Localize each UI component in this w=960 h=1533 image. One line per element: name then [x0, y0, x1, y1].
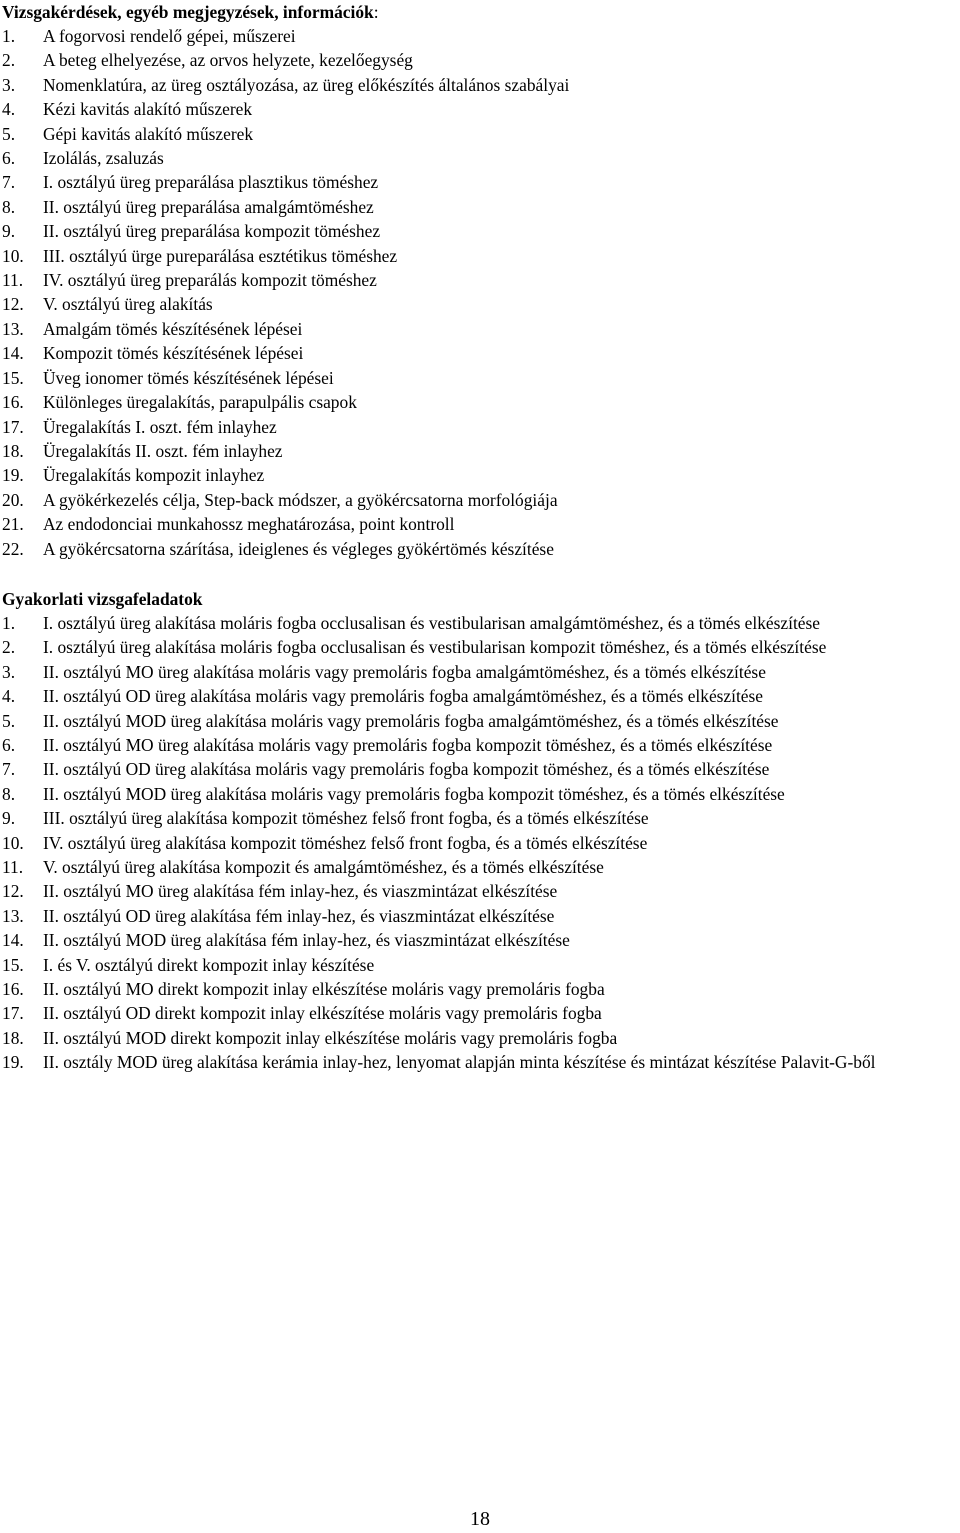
- practical-task-item-text: II. osztály MOD üreg alakítása kerámia inlay-hez, lenyomat alapján minta készítése és mintázat készítése Palavit-G-ből: [43, 1052, 876, 1073]
- theory-question-item: [2, 195, 958, 219]
- practical-task-item-number: 10.: [2, 832, 24, 853]
- theory-question-item: [2, 415, 958, 439]
- practical-task-item-text: II. osztályú OD üreg alakítása fém inlay-hez, és viaszmintázat elkészítése: [43, 905, 555, 926]
- theory-question-item-text: A fogorvosi rendelő gépei, műszerei: [43, 26, 296, 46]
- practical-task-item-number: 5.: [2, 710, 16, 731]
- theory-question-item: [2, 366, 958, 390]
- practical-task-item: [2, 660, 958, 684]
- practical-task-item: [2, 831, 958, 855]
- theory-question-item-number: 20.: [2, 489, 24, 510]
- theory-question-item-text: V. osztályú üreg alakítás: [43, 294, 213, 315]
- theory-question-item-number: 1.: [2, 26, 16, 46]
- theory-question-item-number: 19.: [2, 465, 24, 486]
- practical-task-item-text: II. osztályú MOD direkt kompozit inlay elkészítése moláris vagy premoláris fogba: [43, 1027, 618, 1048]
- theory-question-item-number: 8.: [2, 196, 16, 217]
- section-spacer: [2, 561, 958, 587]
- practical-task-item-number: 19.: [2, 1052, 24, 1073]
- practical-task-item-text: II. osztályú MOD üreg alakítása fém inlay-hez, és viaszmintázat elkészítése: [43, 930, 570, 951]
- theory-question-item-number: 12.: [2, 294, 24, 315]
- theory-question-item-text: I. osztályú üreg preparálása plasztikus töméshez: [43, 172, 379, 193]
- theory-question-item-number: 13.: [2, 318, 24, 339]
- theory-question-item-number: 5.: [2, 123, 16, 144]
- practical-task-item: [2, 904, 958, 928]
- theory-question-item-text: II. osztályú üreg preparálása kompozit töméshez: [43, 221, 381, 242]
- theory-question-item: [2, 146, 958, 170]
- theory-question-item-number: 11.: [2, 270, 24, 291]
- theory-question-item: [2, 512, 958, 536]
- theory-question-list: [2, 24, 958, 561]
- theory-question-item-text: Üregalakítás I. oszt. fém inlayhez: [43, 416, 277, 437]
- theory-question-item-number: 2.: [2, 50, 16, 71]
- practical-task-item: [2, 928, 958, 952]
- theory-question-item-text: Különleges üregalakítás, parapulpális csapok: [43, 392, 357, 413]
- practical-task-item: [2, 879, 958, 903]
- practical-task-item-number: 2.: [2, 637, 16, 658]
- theory-question-item-text: A beteg elhelyezése, az orvos helyzete, kezelőegység: [43, 50, 413, 71]
- theory-question-item-text: Üregalakítás kompozit inlayhez: [43, 465, 265, 486]
- theory-question-item: [2, 439, 958, 463]
- theory-question-item-text: III. osztályú ürge pureparálása esztétikus töméshez: [43, 245, 398, 266]
- theory-question-item-text: Üveg ionomer tömés készítésének lépései: [43, 367, 334, 388]
- practical-task-item-number: 17.: [2, 1003, 24, 1024]
- theory-question-item: [2, 292, 958, 316]
- theory-heading-text: Vizsgakérdések, egyéb megjegyzések, információk: [2, 2, 374, 22]
- practical-task-item-text: II. osztályú MO üreg alakítása moláris vagy premoláris fogba kompozit töméshez, és a tömés elkészítése: [43, 734, 773, 755]
- practical-task-item-number: 1.: [2, 612, 16, 633]
- theory-question-item-text: II. osztályú üreg preparálása amalgámtöméshez: [43, 196, 374, 217]
- theory-question-item: [2, 390, 958, 414]
- practical-task-list: [2, 611, 958, 1075]
- practical-task-item-text: III. osztályú üreg alakítása kompozit töméshez felső front fogba, és a tömés elkészítése: [43, 808, 649, 829]
- practical-task-item: [2, 757, 958, 781]
- practical-task-item: [2, 611, 958, 635]
- practical-task-item: [2, 1050, 958, 1074]
- practical-task-item-text: II. osztályú OD üreg alakítása moláris vagy premoláris fogba amalgámtöméshez, és a tömés elkészítése: [43, 686, 764, 707]
- practical-task-item-number: 15.: [2, 954, 24, 975]
- practical-task-item-text: II. osztályú MO üreg alakítása moláris vagy premoláris fogba amalgámtöméshez, és a tömés elkészítése: [43, 661, 766, 682]
- theory-question-item-text: Kompozit tömés készítésének lépései: [43, 343, 304, 364]
- theory-question-item-text: Az endodonciai munkahossz meghatározása, point kontroll: [43, 514, 455, 535]
- practical-task-item-number: 16.: [2, 979, 24, 1000]
- theory-question-item-number: 17.: [2, 416, 24, 437]
- practical-task-item-text: II. osztályú MOD üreg alakítása moláris vagy premoláris fogba amalgámtöméshez, és a tömés elkészítése: [43, 710, 779, 731]
- theory-question-item-text: Izolálás, zsaluzás: [43, 148, 164, 169]
- practical-task-item: [2, 635, 958, 659]
- practical-task-item-number: 13.: [2, 905, 24, 926]
- theory-question-item-text: A gyökérkezelés célja, Step-back módszer, a gyökércsatorna morfológiája: [43, 489, 558, 510]
- practical-heading: Gyakorlati vizsgafeladatok: [2, 588, 203, 609]
- practical-task-item: [2, 709, 958, 733]
- theory-question-item: [2, 122, 958, 146]
- theory-question-item: [2, 268, 958, 292]
- theory-question-item-number: 16.: [2, 392, 24, 413]
- theory-question-item-text: Üregalakítás II. oszt. fém inlayhez: [43, 440, 283, 461]
- theory-question-item-number: 15.: [2, 367, 24, 388]
- practical-task-item-text: II. osztályú OD direkt kompozit inlay elkészítése moláris vagy premoláris fogba: [43, 1003, 602, 1024]
- practical-task-item: [2, 953, 958, 977]
- practical-task-item-number: 3.: [2, 661, 16, 682]
- practical-task-item-number: 4.: [2, 686, 16, 707]
- theory-question-item-text: Nomenklatúra, az üreg osztályozása, az üreg előkészítés általános szabályai: [43, 74, 570, 95]
- theory-question-item: [2, 341, 958, 365]
- theory-question-item-number: 14.: [2, 343, 24, 364]
- practical-task-item-number: 6.: [2, 734, 16, 755]
- practical-task-item-text: I. osztályú üreg alakítása moláris fogba occlusalisan és vestibularisan amalgámtöméshez, és a tömés elkészítése: [43, 612, 820, 633]
- practical-task-item: [2, 1001, 958, 1025]
- theory-question-item-number: 22.: [2, 538, 24, 559]
- theory-question-item: [2, 244, 958, 268]
- theory-question-item-text: Amalgám tömés készítésének lépései: [43, 318, 303, 339]
- practical-task-item-number: 14.: [2, 930, 24, 951]
- theory-question-item-text: Kézi kavitás alakító műszerek: [43, 99, 253, 120]
- practical-task-item-number: 7.: [2, 759, 16, 780]
- theory-question-item-number: 9.: [2, 221, 16, 242]
- practical-task-item: [2, 782, 958, 806]
- theory-question-item-text: Gépi kavitás alakító műszerek: [43, 123, 254, 144]
- document-page: [2, 0, 958, 1075]
- practical-task-item-text: IV. osztályú üreg alakítása kompozit töméshez felső front fogba, és a tömés elkészítése: [43, 832, 648, 853]
- theory-question-item: [2, 317, 958, 341]
- practical-task-item: [2, 1026, 958, 1050]
- theory-question-item-number: 10.: [2, 245, 24, 266]
- theory-question-item: [2, 73, 958, 97]
- theory-question-item-number: 6.: [2, 148, 16, 169]
- practical-task-item-text: II. osztályú MO direkt kompozit inlay elkészítése moláris vagy premoláris fogba: [43, 979, 605, 1000]
- theory-question-item: [2, 48, 958, 72]
- theory-question-item-text: A gyökércsatorna szárítása, ideiglenes és végleges gyökértömés készítése: [43, 538, 554, 559]
- theory-heading-colon: :: [373, 2, 379, 22]
- theory-question-item: [2, 463, 958, 487]
- theory-question-item-number: 18.: [2, 440, 24, 461]
- practical-task-item-text: I. és V. osztályú direkt kompozit inlay készítése: [43, 954, 375, 975]
- practical-task-item-number: 9.: [2, 808, 16, 829]
- practical-task-item-text: II. osztályú MOD üreg alakítása moláris vagy premoláris fogba kompozit töméshez, és a tömés elkészítése: [43, 783, 785, 804]
- practical-task-item: [2, 855, 958, 879]
- theory-question-item-number: 3.: [2, 74, 16, 95]
- practical-task-item-text: II. osztályú MO üreg alakítása fém inlay-hez, és viaszmintázat elkészítése: [43, 881, 558, 902]
- theory-question-item-number: 21.: [2, 514, 24, 535]
- practical-task-item-number: 8.: [2, 783, 16, 804]
- theory-question-item-number: 7.: [2, 172, 16, 193]
- practical-task-item: [2, 684, 958, 708]
- theory-question-item: [2, 24, 958, 48]
- practical-task-item: [2, 977, 958, 1001]
- practical-task-item-text: II. osztályú OD üreg alakítása moláris vagy premoláris fogba kompozit töméshez, és a tömés elkészítése: [43, 759, 770, 780]
- theory-question-item: [2, 537, 958, 561]
- practical-task-item-text: I. osztályú üreg alakítása moláris fogba occlusalisan és vestibularisan kompozit töméshez, és a tömés elkészítése: [43, 637, 827, 658]
- theory-heading: [2, 0, 958, 24]
- theory-question-item: [2, 97, 958, 121]
- practical-task-item-number: 11.: [2, 857, 24, 877]
- theory-question-item-number: 4.: [2, 99, 16, 120]
- practical-task-item: [2, 733, 958, 757]
- theory-question-item: [2, 170, 958, 194]
- practical-task-item: [2, 806, 958, 830]
- practical-task-item-text: V. osztályú üreg alakítása kompozit és amalgámtöméshez, és a tömés elkészítése: [43, 857, 604, 877]
- page-number: 18: [470, 1508, 490, 1530]
- theory-question-item: [2, 488, 958, 512]
- practical-task-item-number: 18.: [2, 1027, 24, 1048]
- practical-task-item-number: 12.: [2, 881, 24, 902]
- theory-question-item: [2, 219, 958, 243]
- theory-question-item-text: IV. osztályú üreg preparálás kompozit töméshez: [43, 270, 377, 291]
